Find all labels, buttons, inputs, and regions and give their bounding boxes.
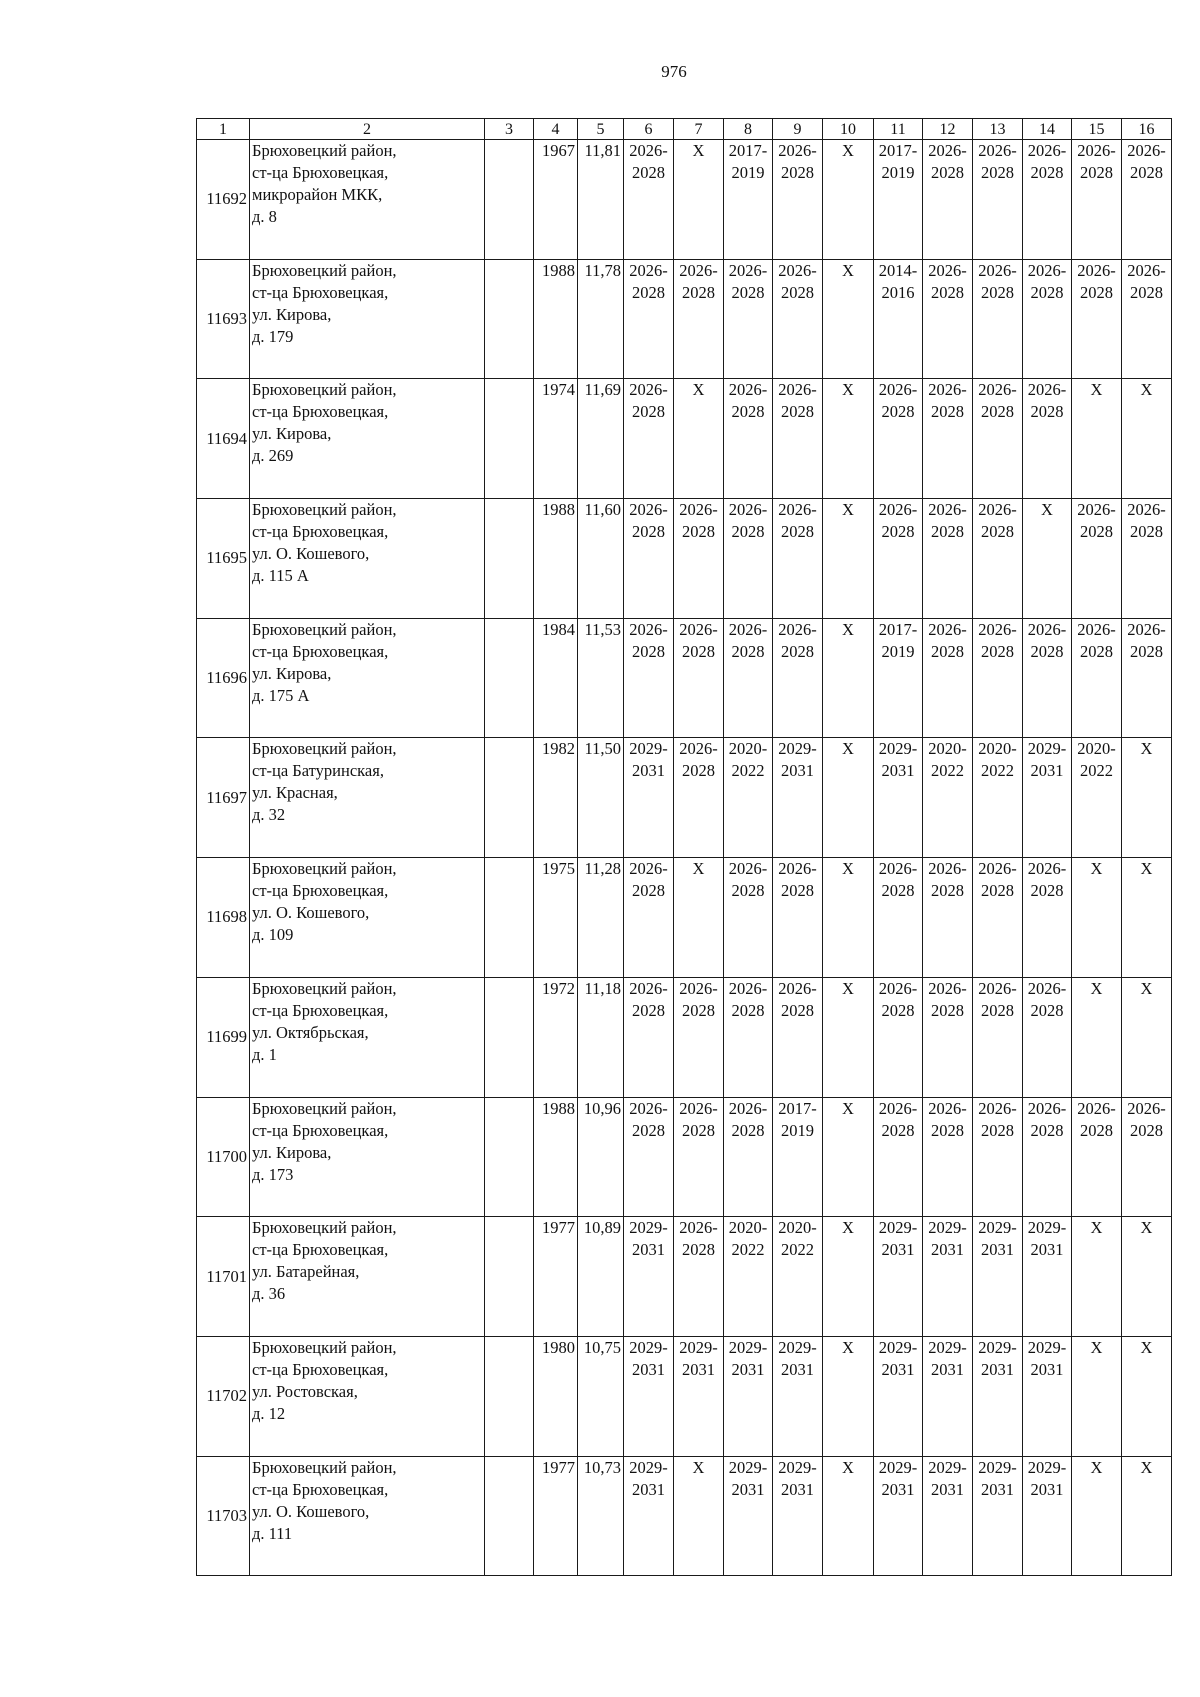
period-cell-col-6: 2026- 2028 (624, 1097, 674, 1217)
column-header-10: 10 (823, 119, 874, 140)
period-cell-col-8: 2026- 2028 (724, 1097, 773, 1217)
period-cell-col-6: 2029- 2031 (624, 1217, 674, 1337)
period-cell-col-11: 2026- 2028 (874, 858, 923, 978)
address-line: ул. Красная, (252, 783, 338, 803)
period-cell-col-15: 2026- 2028 (1072, 618, 1122, 738)
value-cell: 10,96 (578, 1097, 624, 1217)
period-cell-col-12: 2026- 2028 (923, 1097, 973, 1217)
address-line: д. 36 (252, 1284, 286, 1304)
table-row (197, 977, 1172, 1097)
year-cell: 1975 (534, 858, 578, 978)
column-header-7: 7 (674, 119, 724, 140)
table-row (197, 858, 1172, 978)
address-line: ул. Кирова, (252, 424, 332, 444)
period-cell-col-14: 2026- 2028 (1023, 977, 1072, 1097)
column-3-cell (485, 1456, 534, 1576)
year-cell: 1972 (534, 977, 578, 1097)
period-cell-col-8: 2026- 2028 (724, 858, 773, 978)
period-cell-col-13: 2026- 2028 (973, 977, 1023, 1097)
period-cell-col-8: 2029- 2031 (724, 1456, 773, 1576)
period-cell-col-6: 2026- 2028 (624, 259, 674, 379)
period-cell-col-6: 2026- 2028 (624, 140, 674, 260)
period-cell-col-9: 2020- 2022 (773, 1217, 823, 1337)
period-cell-col-13: 2026- 2028 (973, 1097, 1023, 1217)
period-cell-col-14: 2026- 2028 (1023, 379, 1072, 499)
address-line: д. 12 (252, 1403, 286, 1423)
address-cell (250, 379, 485, 499)
column-3-cell (485, 379, 534, 499)
period-cell-col-9: 2026- 2028 (773, 379, 823, 499)
period-cell-col-10: X (823, 618, 874, 738)
period-cell-col-7: X (674, 858, 724, 978)
period-cell-col-8: 2026- 2028 (724, 618, 773, 738)
period-cell-col-10: X (823, 977, 874, 1097)
address-line: Брюховецкий район, (252, 260, 397, 280)
period-cell-col-7: 2026- 2028 (674, 738, 724, 858)
period-cell-col-15: X (1072, 1336, 1122, 1456)
period-cell-col-14: 2026- 2028 (1023, 259, 1072, 379)
table-row (197, 1336, 1172, 1456)
address-cell (250, 858, 485, 978)
value-cell: 11,18 (578, 977, 624, 1097)
address-line: ст-ца Брюховецкая, (252, 522, 389, 542)
value-cell: 10,89 (578, 1217, 624, 1337)
table-row (197, 1456, 1172, 1576)
address-line: д. 8 (252, 207, 277, 226)
period-cell-col-9: 2026- 2028 (773, 499, 823, 619)
table-row (197, 140, 1172, 260)
period-cell-col-15: 2026- 2028 (1072, 140, 1122, 260)
table-header (197, 119, 1172, 140)
period-cell-col-15: 2026- 2028 (1072, 499, 1122, 619)
address-line: ст-ца Батуринская, (252, 761, 384, 781)
address-line: д. 109 (252, 925, 294, 945)
year-cell: 1977 (534, 1217, 578, 1337)
address-line: ст-ца Брюховецкая, (252, 641, 389, 661)
column-header-3: 3 (485, 119, 534, 140)
table-row (197, 1217, 1172, 1337)
address-line: ст-ца Брюховецкая, (252, 881, 389, 901)
period-cell-col-8: 2020- 2022 (724, 1217, 773, 1337)
period-cell-col-12: 2029- 2031 (923, 1217, 973, 1337)
value-cell: 11,81 (578, 140, 624, 260)
address-line: ст-ца Брюховецкая, (252, 1000, 389, 1020)
period-cell-col-10: X (823, 1336, 874, 1456)
table-row (197, 259, 1172, 379)
period-cell-col-11: 2026- 2028 (874, 379, 923, 499)
address-cell (250, 140, 485, 260)
address-cell (250, 1217, 485, 1337)
row-id: 11700 (197, 1097, 250, 1217)
period-cell-col-10: X (823, 1217, 874, 1337)
period-cell-col-11: 2026- 2028 (874, 499, 923, 619)
housing-table (196, 118, 1172, 1576)
value-cell: 11,53 (578, 618, 624, 738)
address-line: д. 173 (252, 1164, 294, 1184)
period-cell-col-14: 2029- 2031 (1023, 1336, 1072, 1456)
address-line: ст-ца Брюховецкая, (252, 1240, 389, 1260)
table-row (197, 1097, 1172, 1217)
address-line: Брюховецкий район, (252, 1218, 397, 1238)
address-line: ул. О. Кошевого, (252, 903, 370, 923)
column-3-cell (485, 1097, 534, 1217)
period-cell-col-10: X (823, 379, 874, 499)
value-cell: 11,78 (578, 259, 624, 379)
period-cell-col-7: 2026- 2028 (674, 1097, 724, 1217)
table-row (197, 618, 1172, 738)
column-header-16: 16 (1122, 119, 1172, 140)
address-line: ст-ца Брюховецкая, (252, 163, 389, 182)
period-cell-col-12: 2026- 2028 (923, 379, 973, 499)
period-cell-col-14: 2026- 2028 (1023, 140, 1072, 260)
value-cell: 11,28 (578, 858, 624, 978)
year-cell: 1980 (534, 1336, 578, 1456)
period-cell-col-9: 2029- 2031 (773, 1456, 823, 1576)
row-id: 11697 (197, 738, 250, 858)
table-row (197, 499, 1172, 619)
period-cell-col-15: 2020- 2022 (1072, 738, 1122, 858)
period-cell-col-10: X (823, 738, 874, 858)
table-body (197, 140, 1172, 1576)
period-cell-col-12: 2026- 2028 (923, 259, 973, 379)
column-3-cell (485, 140, 534, 260)
period-cell-col-11: 2017- 2019 (874, 618, 923, 738)
period-cell-col-8: 2026- 2028 (724, 259, 773, 379)
period-cell-col-9: 2026- 2028 (773, 259, 823, 379)
column-header-2: 2 (250, 119, 485, 140)
period-cell-col-12: 2026- 2028 (923, 140, 973, 260)
period-cell-col-9: 2026- 2028 (773, 618, 823, 738)
period-cell-col-13: 2026- 2028 (973, 379, 1023, 499)
column-header-13: 13 (973, 119, 1023, 140)
period-cell-col-7: 2029- 2031 (674, 1336, 724, 1456)
period-cell-col-13: 2029- 2031 (973, 1336, 1023, 1456)
period-cell-col-7: 2026- 2028 (674, 977, 724, 1097)
address-line: ул. Ростовская, (252, 1381, 358, 1401)
row-id: 11696 (197, 618, 250, 738)
address-cell (250, 977, 485, 1097)
address-line: д. 1 (252, 1044, 277, 1064)
column-3-cell (485, 858, 534, 978)
column-header-15: 15 (1072, 119, 1122, 140)
period-cell-col-9: 2029- 2031 (773, 1336, 823, 1456)
row-id: 11698 (197, 858, 250, 978)
address-line: Брюховецкий район, (252, 739, 397, 759)
column-header-12: 12 (923, 119, 973, 140)
period-cell-col-14: 2029- 2031 (1023, 1456, 1072, 1576)
period-cell-col-12: 2026- 2028 (923, 858, 973, 978)
address-line: ул. Кирова, (252, 1142, 332, 1162)
column-header-8: 8 (724, 119, 773, 140)
year-cell: 1988 (534, 499, 578, 619)
period-cell-col-7: 2026- 2028 (674, 618, 724, 738)
address-line: Брюховецкий район, (252, 500, 397, 520)
period-cell-col-12: 2026- 2028 (923, 977, 973, 1097)
column-3-cell (485, 977, 534, 1097)
address-line: ул. Батарейная, (252, 1262, 360, 1282)
address-line: Брюховецкий район, (252, 619, 397, 639)
address-line: Брюховецкий район, (252, 978, 397, 998)
address-cell (250, 1336, 485, 1456)
period-cell-col-13: 2026- 2028 (973, 858, 1023, 978)
period-cell-col-12: 2029- 2031 (923, 1456, 973, 1576)
period-cell-col-16: X (1122, 738, 1172, 858)
period-cell-col-15: X (1072, 379, 1122, 499)
period-cell-col-16: 2026- 2028 (1122, 499, 1172, 619)
period-cell-col-13: 2026- 2028 (973, 618, 1023, 738)
period-cell-col-7: X (674, 379, 724, 499)
period-cell-col-14: 2026- 2028 (1023, 618, 1072, 738)
period-cell-col-8: 2026- 2028 (724, 977, 773, 1097)
column-3-cell (485, 259, 534, 379)
period-cell-col-10: X (823, 140, 874, 260)
address-line: д. 269 (252, 446, 294, 466)
period-cell-col-13: 2026- 2028 (973, 499, 1023, 619)
period-cell-col-10: X (823, 858, 874, 978)
period-cell-col-14: 2026- 2028 (1023, 1097, 1072, 1217)
year-cell: 1988 (534, 259, 578, 379)
period-cell-col-13: 2020- 2022 (973, 738, 1023, 858)
value-cell: 10,73 (578, 1456, 624, 1576)
period-cell-col-16: X (1122, 1336, 1172, 1456)
row-id: 11702 (197, 1336, 250, 1456)
column-header-9: 9 (773, 119, 823, 140)
period-cell-col-7: 2026- 2028 (674, 259, 724, 379)
period-cell-col-11: 2029- 2031 (874, 1456, 923, 1576)
value-cell: 11,50 (578, 738, 624, 858)
period-cell-col-8: 2020- 2022 (724, 738, 773, 858)
address-cell (250, 738, 485, 858)
address-line: д. 111 (252, 1523, 293, 1543)
row-id: 11694 (197, 379, 250, 499)
period-cell-col-6: 2029- 2031 (624, 1456, 674, 1576)
period-cell-col-16: X (1122, 1456, 1172, 1576)
address-line: д. 32 (252, 805, 286, 825)
period-cell-col-6: 2026- 2028 (624, 379, 674, 499)
row-id: 11703 (197, 1456, 250, 1576)
column-3-cell (485, 738, 534, 858)
period-cell-col-13: 2029- 2031 (973, 1217, 1023, 1337)
period-cell-col-6: 2026- 2028 (624, 858, 674, 978)
period-cell-col-9: 2026- 2028 (773, 858, 823, 978)
period-cell-col-16: 2026- 2028 (1122, 140, 1172, 260)
period-cell-col-11: 2029- 2031 (874, 1217, 923, 1337)
period-cell-col-8: 2026- 2028 (724, 379, 773, 499)
address-line: ул. О. Кошевого, (252, 544, 370, 564)
year-cell: 1988 (534, 1097, 578, 1217)
address-cell (250, 499, 485, 619)
year-cell: 1984 (534, 618, 578, 738)
address-line: ул. Октябрьская, (252, 1022, 369, 1042)
column-header-5: 5 (578, 119, 624, 140)
period-cell-col-11: 2029- 2031 (874, 1336, 923, 1456)
address-line: ул. Кирова, (252, 663, 332, 683)
period-cell-col-16: 2026- 2028 (1122, 259, 1172, 379)
period-cell-col-15: 2026- 2028 (1072, 259, 1122, 379)
address-line: ул. Кирова, (252, 304, 332, 324)
row-id: 11701 (197, 1217, 250, 1337)
address-line: ст-ца Брюховецкая, (252, 402, 389, 422)
period-cell-col-16: X (1122, 379, 1172, 499)
address-cell (250, 618, 485, 738)
year-cell: 1974 (534, 379, 578, 499)
period-cell-col-16: 2026- 2028 (1122, 618, 1172, 738)
address-line: ст-ца Брюховецкая, (252, 1479, 389, 1499)
period-cell-col-15: X (1072, 977, 1122, 1097)
address-line: д. 179 (252, 326, 294, 346)
value-cell: 11,60 (578, 499, 624, 619)
year-cell: 1982 (534, 738, 578, 858)
row-id: 11692 (197, 140, 250, 260)
period-cell-col-14: 2026- 2028 (1023, 858, 1072, 978)
period-cell-col-7: 2026- 2028 (674, 499, 724, 619)
period-cell-col-6: 2026- 2028 (624, 499, 674, 619)
period-cell-col-14: X (1023, 499, 1072, 619)
period-cell-col-16: X (1122, 977, 1172, 1097)
address-line: Брюховецкий район, (252, 1337, 397, 1357)
address-line: ул. О. Кошевого, (252, 1501, 370, 1521)
address-line: Брюховецкий район, (252, 141, 397, 160)
table-row (197, 738, 1172, 858)
period-cell-col-15: 2026- 2028 (1072, 1097, 1122, 1217)
row-id: 11693 (197, 259, 250, 379)
period-cell-col-6: 2029- 2031 (624, 1336, 674, 1456)
period-cell-col-14: 2029- 2031 (1023, 1217, 1072, 1337)
address-line: микрорайон МКК, (252, 185, 383, 204)
address-cell (250, 1456, 485, 1576)
period-cell-col-8: 2029- 2031 (724, 1336, 773, 1456)
period-cell-col-15: X (1072, 1456, 1122, 1576)
period-cell-col-14: 2029- 2031 (1023, 738, 1072, 858)
period-cell-col-16: X (1122, 1217, 1172, 1337)
period-cell-col-12: 2020- 2022 (923, 738, 973, 858)
column-header-1: 1 (197, 119, 250, 140)
period-cell-col-11: 2029- 2031 (874, 738, 923, 858)
period-cell-col-8: 2026- 2028 (724, 499, 773, 619)
period-cell-col-12: 2026- 2028 (923, 499, 973, 619)
period-cell-col-16: X (1122, 858, 1172, 978)
page-number: 976 (661, 62, 687, 81)
period-cell-col-7: X (674, 140, 724, 260)
address-line: д. 175 А (252, 685, 310, 705)
period-cell-col-10: X (823, 499, 874, 619)
period-cell-col-9: 2029- 2031 (773, 738, 823, 858)
column-header-14: 14 (1023, 119, 1072, 140)
table-row (197, 379, 1172, 499)
address-line: ст-ца Брюховецкая, (252, 1120, 389, 1140)
period-cell-col-7: X (674, 1456, 724, 1576)
period-cell-col-11: 2026- 2028 (874, 977, 923, 1097)
year-cell: 1977 (534, 1456, 578, 1576)
column-header-4: 4 (534, 119, 578, 140)
period-cell-col-13: 2026- 2028 (973, 259, 1023, 379)
period-cell-col-16: 2026- 2028 (1122, 1097, 1172, 1217)
address-line: ст-ца Брюховецкая, (252, 282, 389, 302)
row-id: 11699 (197, 977, 250, 1097)
column-header-6: 6 (624, 119, 674, 140)
period-cell-col-11: 2026- 2028 (874, 1097, 923, 1217)
column-header-11: 11 (874, 119, 923, 140)
period-cell-col-10: X (823, 1456, 874, 1576)
column-3-cell (485, 1336, 534, 1456)
period-cell-col-6: 2029- 2031 (624, 738, 674, 858)
year-cell: 1967 (534, 140, 578, 260)
period-cell-col-15: X (1072, 1217, 1122, 1337)
row-id: 11695 (197, 499, 250, 619)
address-line: ст-ца Брюховецкая, (252, 1359, 389, 1379)
column-3-cell (485, 618, 534, 738)
period-cell-col-8: 2017- 2019 (724, 140, 773, 260)
column-3-cell (485, 499, 534, 619)
address-cell (250, 1097, 485, 1217)
period-cell-col-10: X (823, 1097, 874, 1217)
address-cell (250, 259, 485, 379)
column-3-cell (485, 1217, 534, 1337)
header-row (197, 119, 1172, 140)
address-line: д. 115 А (252, 566, 309, 586)
address-line: Брюховецкий район, (252, 1098, 397, 1118)
address-line: Брюховецкий район, (252, 380, 397, 400)
value-cell: 11,69 (578, 379, 624, 499)
period-cell-col-10: X (823, 259, 874, 379)
period-cell-col-9: 2026- 2028 (773, 140, 823, 260)
period-cell-col-9: 2017- 2019 (773, 1097, 823, 1217)
period-cell-col-11: 2014- 2016 (874, 259, 923, 379)
address-line: Брюховецкий район, (252, 1457, 397, 1477)
period-cell-col-13: 2029- 2031 (973, 1456, 1023, 1576)
period-cell-col-6: 2026- 2028 (624, 977, 674, 1097)
period-cell-col-6: 2026- 2028 (624, 618, 674, 738)
period-cell-col-12: 2026- 2028 (923, 618, 973, 738)
period-cell-col-9: 2026- 2028 (773, 977, 823, 1097)
period-cell-col-15: X (1072, 858, 1122, 978)
value-cell: 10,75 (578, 1336, 624, 1456)
period-cell-col-12: 2029- 2031 (923, 1336, 973, 1456)
period-cell-col-11: 2017- 2019 (874, 140, 923, 260)
address-line: Брюховецкий район, (252, 859, 397, 879)
period-cell-col-13: 2026- 2028 (973, 140, 1023, 260)
period-cell-col-7: 2026- 2028 (674, 1217, 724, 1337)
